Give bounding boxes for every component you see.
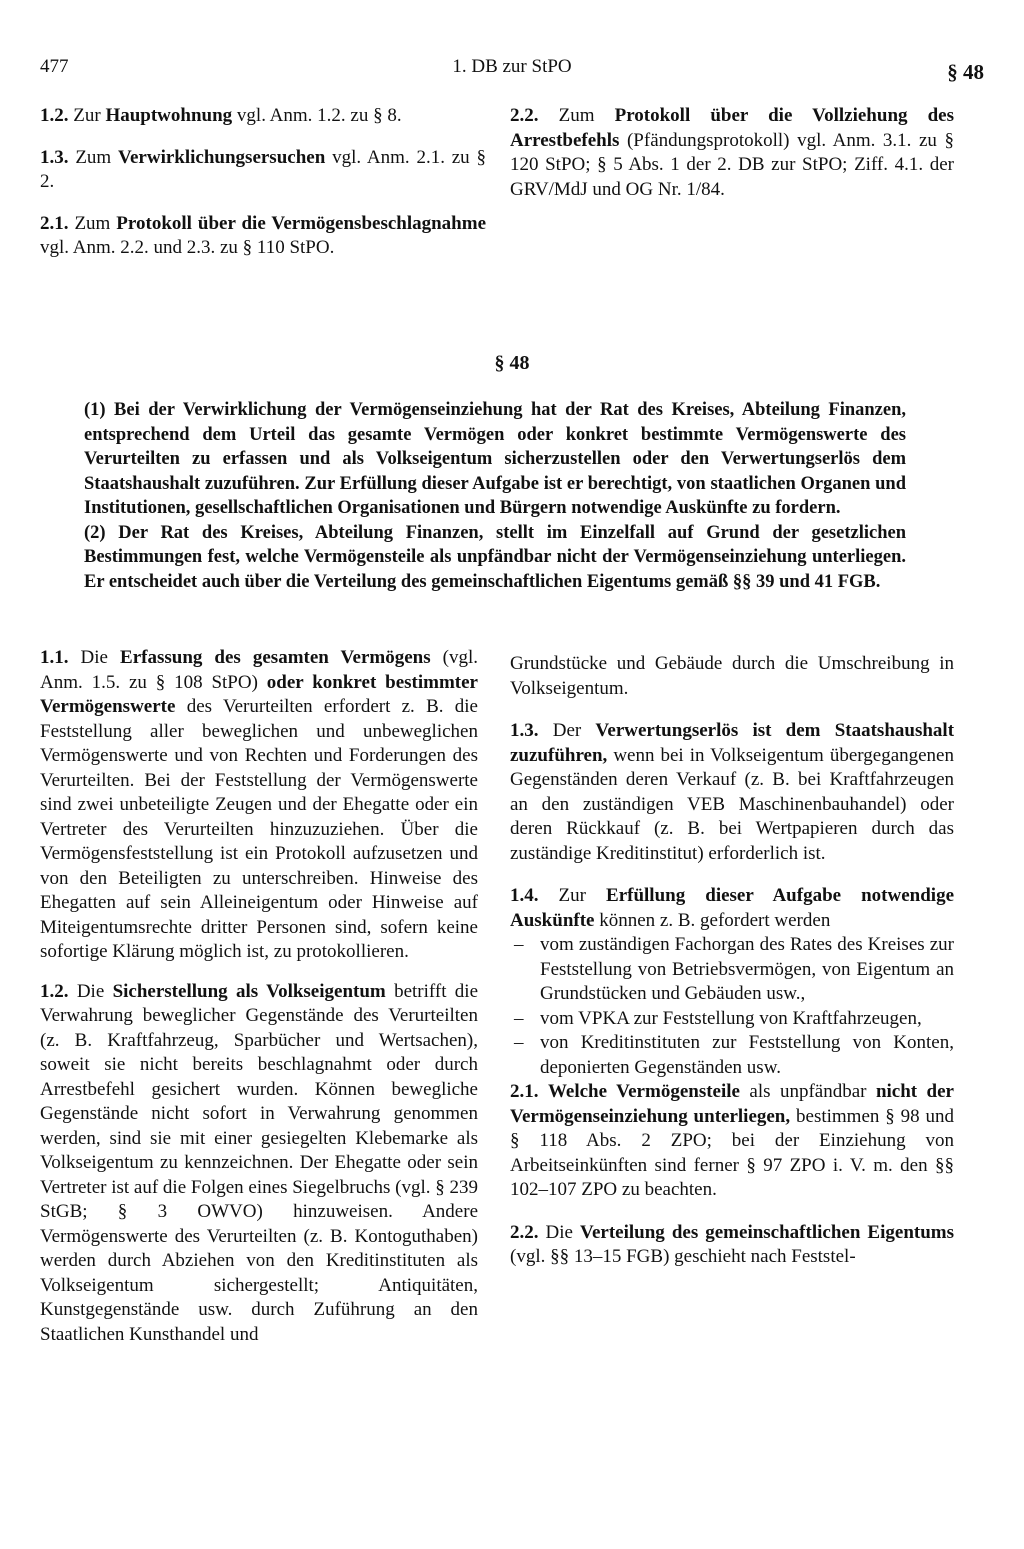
top-left-notes — [40, 104, 486, 261]
note-2-2-arrestbefehl: 2.2. Zum Protokoll über die Vollziehung des Arrestbefehls (Pfändungsprotokoll) vgl. Anm. 3.1. zu § 120 StPO; § 5 Abs. 1 der 2. DB zur StPO; Ziff. 4.1. der GRV/MdJ und OG Nr. 1/84. — [510, 105, 955, 200]
header-section: § 48 — [947, 60, 984, 84]
note-2-1-vermoegensbeschlagnahme: 2.1. Zum Protokoll über die Vermögensbeschlagnahme vgl. Anm. 2.2. und 2.3. zu § 110 StPO. — [40, 212, 487, 258]
note-1-3-verwertungserloes: 1.3. Der Verwertungserlös ist dem Staatshaushalt zuzuführen, wenn bei in Volkseigentum übergegangenen Gegenständen deren Verkauf (z. B. bei Kraftfahrzeugen an den zuständigen VEB Maschinenbauhandel) oder deren Rückkauf (z. B. bei Wertpapieren durch das zuständige Kreditinstitut) erforderlich ist. — [510, 720, 955, 864]
list-item: – von Kreditinstituten zur Feststellung von Konten, deponierten Gegenständen usw. — [510, 1031, 954, 1080]
note-1-2-hauptwohnung: 1.2. Zur Hauptwohnung vgl. Anm. 1.2. zu § 8. — [40, 105, 402, 126]
list-item: – vom zuständigen Fachorgan des Rates des Kreises zur Feststellung von Betriebsvermögen, von Eigentum an Grundstücken und Gebäuden usw., — [510, 933, 954, 1007]
law-text — [84, 398, 906, 594]
note-1-3-verwirklichungsersuchen: 1.3. Zum Verwirklichungsersuchen vgl. Anm. 2.1. zu § 2. — [40, 146, 486, 192]
note-1-4-auskuenfte: 1.4. Zur Erfüllung dieser Aufgabe notwendige Auskünfte können z. B. gefordert werden — [510, 885, 955, 931]
note-1-2-sicherstellung: 1.2. Die Sicherstellung als Volkseigentum betrifft die Verwahrung beweglicher Gegenstände des Verurteilten (z. B. Kraftfahrzeug, Sparbücher und Wertsachen), soweit sie nicht bereits beschlagnahmt oder durch Arrestbefehl gesichert wurden. Können bewegliche Gegenstände nicht sofort in Verwahrung genommen werden, sind sie mit einer gesiegelten Klebemarke als Volkseigentum zu kennzeichnen. Der Ehegatte oder sein Vertreter ist auf die Folgen eines Siegelbruchs (vgl. § 239 StGB; § 3 OWVO) hinzuweisen. Andere Vermögenswerte des Verurteilten (z. B. Kontoguthaben) werden durch Abziehen von den Kreditinstituten als Volkseigentum sichergestellt; Antiquitäten, Kunstgegenstände usw. durch Zuführung an den Staatlichen Kunsthandel und — [40, 980, 478, 1345]
list-item: – vom VPKA zur Feststellung von Kraftfahrzeugen, — [510, 1007, 954, 1032]
law-paragraph-1: (1) Bei der Verwirklichung der Vermögenseinziehung hat der Rat des Kreises, Abteilung Finanzen, entsprechend dem Urteil das gesamte Vermögen oder konkret bestimmte Vermögenswerte des Verurteilten zu erfassen und als Volkseigentum sicherzustellen oder den Verwertungserlös dem Staatshaushalt zuzuführen. Zur Erfüllung dieser Aufgabe ist er berechtigt, von staatlichen Organen und Institutionen, gesellschaftlichen Organisationen und Bürgern notwendige Auskünfte zu fordern. — [84, 400, 906, 518]
running-title: 1. DB zur StPO — [452, 56, 572, 77]
commentary-left-column — [40, 646, 478, 1347]
note-2-2-verteilung: 2.2. Die Verteilung des gemeinschaftlichen Eigentums (vgl. §§ 13–15 FGB) geschieht nach Feststel- — [510, 1221, 954, 1267]
commentary-right-column — [510, 652, 954, 1270]
page-header — [40, 56, 984, 86]
auskuenfte-list — [510, 933, 954, 1080]
page-number: 477 — [40, 56, 69, 77]
note-2-1-vermoegensteile: 2.1. Welche Vermögensteile als unpfändbar nicht der Vermögenseinziehung unterliegen, bestimmen § 98 und § 118 Abs. 2 ZPO; bei der Einziehung von Arbeitseinkünften sind ferner § 97 ZPO i. V. m. den §§ 102–107 ZPO zu beachten. — [510, 1081, 954, 1200]
section-heading: § 48 — [494, 352, 530, 374]
continued-text: Grundstücke und Gebäude durch die Umschreibung in Volkseigentum. — [510, 653, 954, 699]
law-paragraph-2: (2) Der Rat des Kreises, Abteilung Finanzen, stellt im Einzelfall auf Grund der gesetzlichen Bestimmungen fest, welche Vermögensteile als unpfändbar nicht der Vermögenseinziehung unterliegen. Er entscheidet auch über die Verteilung des gemeinschaftlichen Eigentums gemäß §§ 39 und 41 FGB. — [84, 522, 906, 592]
note-1-1-erfassung: 1.1. Die Erfassung des gesamten Vermögens (vgl. Anm. 1.5. zu § 108 StPO) oder konkret bestimmter Vermögenswerte des Verurteilten erfordert z. B. die Feststellung aller beweglichen und unbeweglichen Vermögenswerte und von Rechten und Forderungen des Verurteilten. Bei der Feststellung der Vermögenswerte sind zwei unbeteiligte Zeugen und der Ehegatte oder ein Vertreter des Verurteilten hinzuzuziehen. Über die Vermögensfeststellung ist ein Protokoll aufzusetzen und von den Beteiligten zu unterschreiben. Hinweise des Ehegatten auf sein Alleineigentum oder Hinweise auf Miteigentumsrechte dritter Personen sind, sofern keine sofortige Klärung möglich ist, zu protokollieren. — [40, 647, 479, 962]
top-right-notes — [510, 104, 954, 202]
